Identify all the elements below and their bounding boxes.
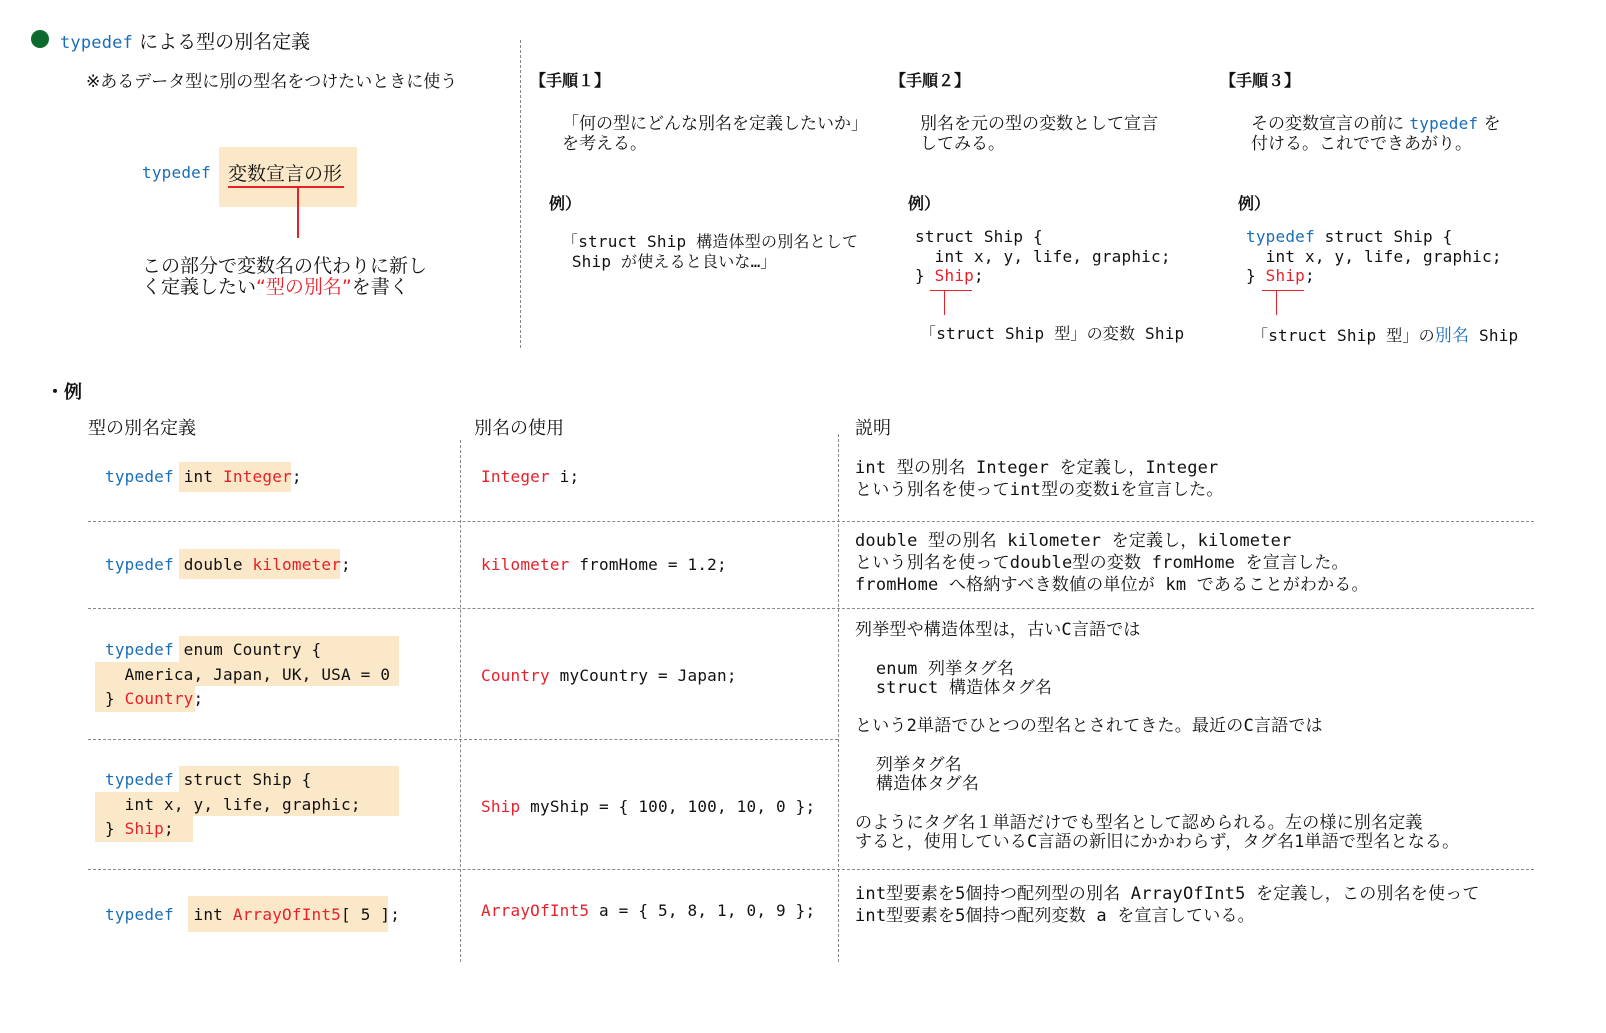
syntax-explain-line1: この部分で変数名の代わりに新し (142, 255, 428, 277)
row-divider-4 (88, 869, 1534, 870)
step3-caption: 「struct Ship 型」の別名 Ship (1252, 326, 1519, 346)
row1-definition: typedef int Integer; (105, 467, 302, 486)
section-divider (520, 40, 521, 348)
syntax-explain-line2: く定義したい“型の別名”を書く (142, 276, 409, 298)
syntax-underline (228, 186, 344, 188)
col-header-usage: 別名の使用 (474, 418, 564, 439)
type-alias-highlight: “型の別名” (256, 276, 352, 298)
step2-caption: 「struct Ship 型」の変数 Ship (920, 324, 1185, 343)
page-title (60, 27, 310, 54)
row5-usage: ArrayOfInt5 a = { 5, 8, 1, 0, 9 }; (481, 901, 816, 920)
step3-text-line1: その変数宣言の前に typedef を (1251, 114, 1501, 134)
usage-note: ※あるデータ型に別の型名をつけたいときに使う (86, 72, 458, 92)
row5-description: int型要素を5個持つ配列型の別名 ArrayOfInt5 を定義し，この別名を使って int型要素を5個持つ配列変数 a を宣言している。 (855, 884, 1480, 926)
row1-usage: Integer i; (481, 467, 580, 486)
row1-description: int 型の別名 Integer を定義し，Integer という別名を使ってint型の変数iを宣言した。 (855, 458, 1224, 500)
syntax-keyword: typedef (142, 163, 211, 182)
step2-text-line1: 別名を元の型の変数として宣言 (920, 114, 1158, 134)
step2-code: struct Ship { int x, y, life, graphic; } Ship; (915, 227, 1171, 285)
row3-usage: Country myCountry = Japan; (481, 666, 737, 685)
row3-description: 列挙型や構造体型は，古いC言語では enum 列挙タグ名 struct 構造体タグ名 という2単語でひとつの型名とされてきた。最近のC言語では 列挙タグ名 構造体タグ名 のようにタグ名１単語だけでも型名として認められる。左の様に別名定義 すると，使用しているC言語の新旧にかかわらず，タグ名1単語で型名となる。 (855, 620, 1460, 853)
column-divider-1 (460, 440, 461, 962)
row5-definition: typedef int ArrayOfInt5[ 5 ]; (105, 905, 401, 924)
step1-example-label: 例） (549, 194, 582, 213)
row-divider-3 (88, 739, 838, 740)
row3-definition: typedef enum Country { America, Japan, UK, USA = 0 } Country; (105, 640, 391, 708)
step3-title: 【手順３】 (1220, 71, 1301, 90)
step1-example-line1: 「struct Ship 構造体型の別名として (562, 232, 859, 251)
step1-text-line1: 「何の型にどんな別名を定義したいか」 (562, 114, 868, 134)
step2-text-line2: してみる。 (920, 134, 1005, 154)
col-header-description: 説明 (855, 418, 891, 439)
step1-example-line2: Ship が使えると良いな…」 (562, 252, 777, 271)
syntax-pointer-line (297, 188, 299, 238)
row2-description: double 型の別名 kilometer を定義し，kilometer という別名を使ってdouble型の変数 fromHome を宣言した。 fromHome へ格納すべき数値の単位が km であることがわかる。 (855, 531, 1369, 595)
col-header-definition: 型の別名定義 (88, 418, 196, 439)
step3-example-label: 例） (1238, 194, 1271, 213)
example-section-label: ・例 (46, 382, 82, 403)
title-text: による型の別名定義 (133, 31, 311, 53)
step3-text-line2: 付ける。これでできあがり。 (1251, 134, 1472, 154)
bullet-icon (31, 30, 49, 48)
step2-underline (930, 290, 972, 291)
title-keyword: typedef (60, 33, 134, 53)
step3-underline (1262, 290, 1304, 291)
step1-title: 【手順１】 (530, 71, 611, 90)
row4-definition: typedef struct Ship { int x, y, life, graphic; } Ship; (105, 770, 361, 838)
step1-text-line2: を考える。 (562, 134, 647, 154)
row4-usage: Ship myShip = { 100, 100, 10, 0 }; (481, 797, 816, 816)
step2-example-label: 例） (908, 194, 941, 213)
row-divider-2 (88, 608, 1534, 609)
row2-definition: typedef double kilometer; (105, 555, 351, 574)
step2-pointer-line (944, 291, 945, 315)
row-divider-1 (88, 521, 1534, 522)
step2-title: 【手順２】 (890, 71, 971, 90)
column-divider-2 (838, 434, 839, 962)
step3-code: typedef struct Ship { int x, y, life, graphic; } Ship; (1246, 227, 1502, 285)
row2-usage: kilometer fromHome = 1.2; (481, 555, 727, 574)
step3-pointer-line (1276, 291, 1277, 315)
syntax-box-label: 変数宣言の形 (228, 163, 343, 185)
